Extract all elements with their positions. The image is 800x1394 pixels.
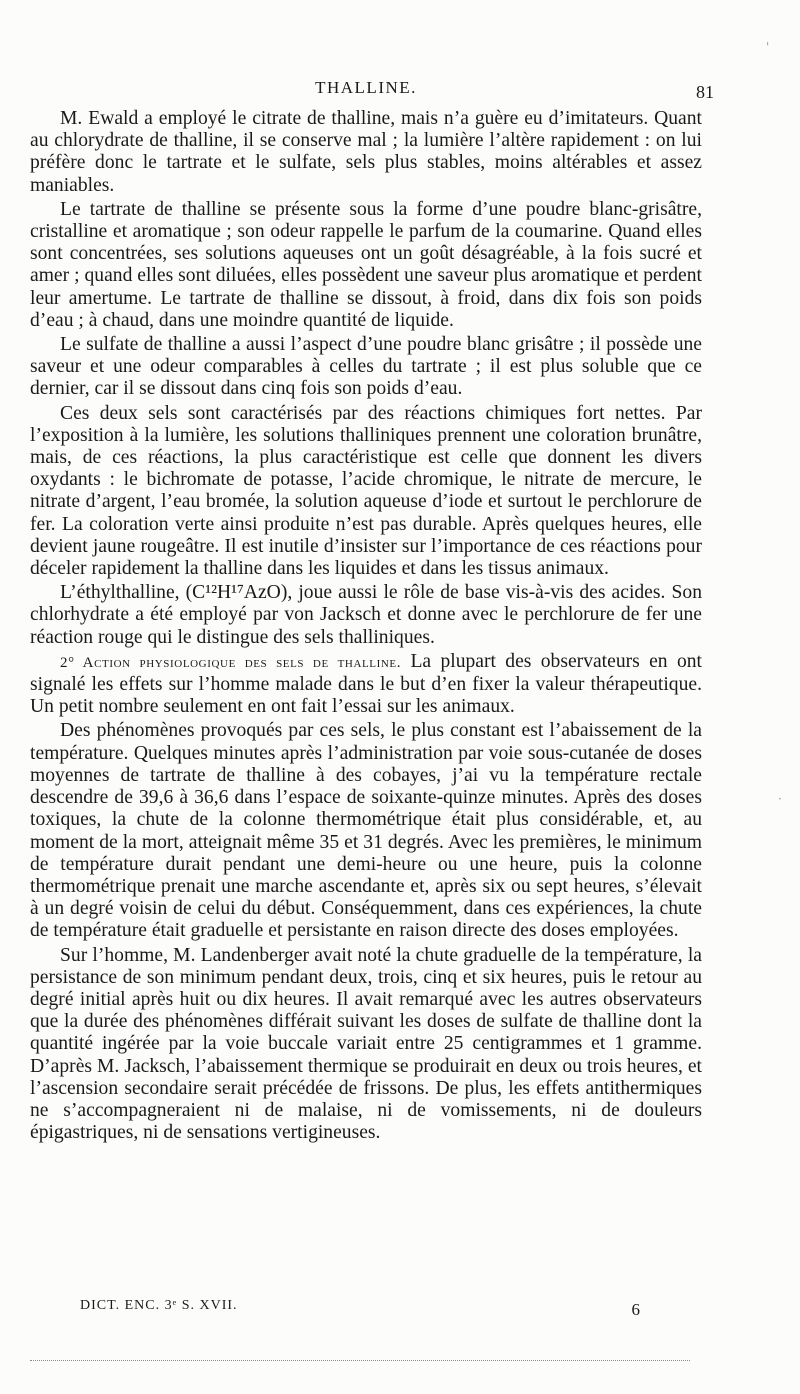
paragraph: Des phénomènes provoqués par ces sels, le plus constant est l’abaissement de la température. Quelques minutes après l’administration par voie sous-cutanée de doses moyennes de tartrate de thalline à des cobayes, j’ai vu la température rectale descendre de 39,6 à 36,6 dans l’espace de soixante-quinze minutes. Après des doses toxiques, la chute de la colonne thermométrique était plus considérable, et, au moment de la mort, atteignait même 35 et 31 degrés. Avec les premières, le minimum de température durait pendant une demi-heure ou une heure, puis la colonne thermométrique prenait une marche ascendante et, après six ou sept heures, s’élevait à un degré voisin de celui du début. Conséquemment, dans ces expériences, la chute de température était graduelle et persistante en raison directe des doses employées. [30, 720, 702, 942]
section-paragraph [30, 651, 702, 719]
margin-speck: ' [766, 40, 770, 54]
page-footer [80, 1298, 640, 1324]
paragraph: Le sulfate de thalline a aussi l’aspect d’une poudre blanc grisâtre ; il possède une saveur et une odeur comparables à celles du tartrate ; il est plus soluble que ce dernier, car il se dissout dans cinq fois son poids d’eau. [30, 334, 702, 400]
margin-speck: · [778, 792, 782, 806]
paragraph: Le tartrate de thalline se présente sous la forme d’une poudre blanc-grisâtre, cristalline et aromatique ; son odeur rappelle le parfum de la coumarine. Quand elles sont concentrées, ses solutions aqueuses ont un goût désagréable, à la fois sucré et amer ; quand elles sont diluées, elles possèdent une saveur plus aromatique et perdent leur amertume. Le tartrate de thalline se dissout, à froid, dans dix fois son poids d’eau ; à chaud, dans une moindre quantité de liquide. [30, 198, 702, 331]
paragraph: Sur l’homme, M. Landenberger avait noté la chute graduelle de la température, la persistance de son minimum pendant deux, trois, cinq et six heures, puis le retour au degré initial après huit ou dix heures. Il avait remarqué avec les autres observateurs que la durée des phénomènes différait suivant les doses de sulfate de thalline dont la quantité ingérée par la voie buccale variait entre 25 centigrammes et 1 gramme. D’après M. Jacksch, l’abaissement thermique se produirait en deux ou trois heures, et l’ascension secondaire serait précédée de frissons. De plus, les effets antithermiques ne s’accompagneraient ni de malaise, ni de vomissements, ni de douleurs épigastriques, ni de sensations vertigineuses. [30, 944, 702, 1144]
paragraph: M. Ewald a employé le citrate de thalline, mais n’a guère eu d’imitateurs. Quant au chlorydrate de thalline, il se conserve mal ; la lumière l’altère rapidement : on lui préfère donc le tartrate et le sulfate, sels plus stables, moins altérables et assez maniables. [30, 108, 702, 196]
running-title: THALLINE. [315, 78, 417, 97]
section-heading: 2° Action physiologique des sels de thalline. [60, 654, 402, 671]
sheet-number: 6 [631, 1300, 640, 1319]
printer-signature: DICT. ENC. 3ᵉ S. XVII. [80, 1298, 238, 1313]
body-text [30, 108, 702, 1144]
page-header [30, 78, 714, 108]
paragraph: Ces deux sels sont caractérisés par des réactions chimiques fort nettes. Par l’exposition à la lumière, les solutions thalliniques prennent une coloration brunâtre, mais, de ces réactions, la plus caractéristique est celle que donnent les divers oxydants : le bichromate de potasse, l’acide chromique, le nitrate de mercure, le nitrate d’argent, l’eau bromée, la solution aqueuse d’iode et surtout le perchlorure de fer. La coloration verte ainsi produite n’est pas durable. Après quelques heures, elle devient jaune rougeâtre. Il est inutile d’insister sur l’importance de ces réactions pour déceler rapidement la thalline dans les liquides et dans les tissus animaux. [30, 402, 702, 580]
section-text: La plupart des observateurs en ont signalé les effets sur l’homme malade dans le but d’en fixer la valeur thérapeutique. Un petit nombre seulement en ont fait l’essai sur les animaux. [30, 650, 702, 718]
trim-line [30, 1360, 690, 1361]
page-number: 81 [696, 82, 714, 102]
page [30, 78, 714, 1144]
paragraph: L’éthylthalline, (C¹²H¹⁷AzO), joue aussi le rôle de base vis-à-vis des acides. Son chlorhydrate a été employé par von Jacksch et donne avec le perchlorure de fer une réaction rouge qui le distingue des sels thalliniques. [30, 582, 702, 648]
